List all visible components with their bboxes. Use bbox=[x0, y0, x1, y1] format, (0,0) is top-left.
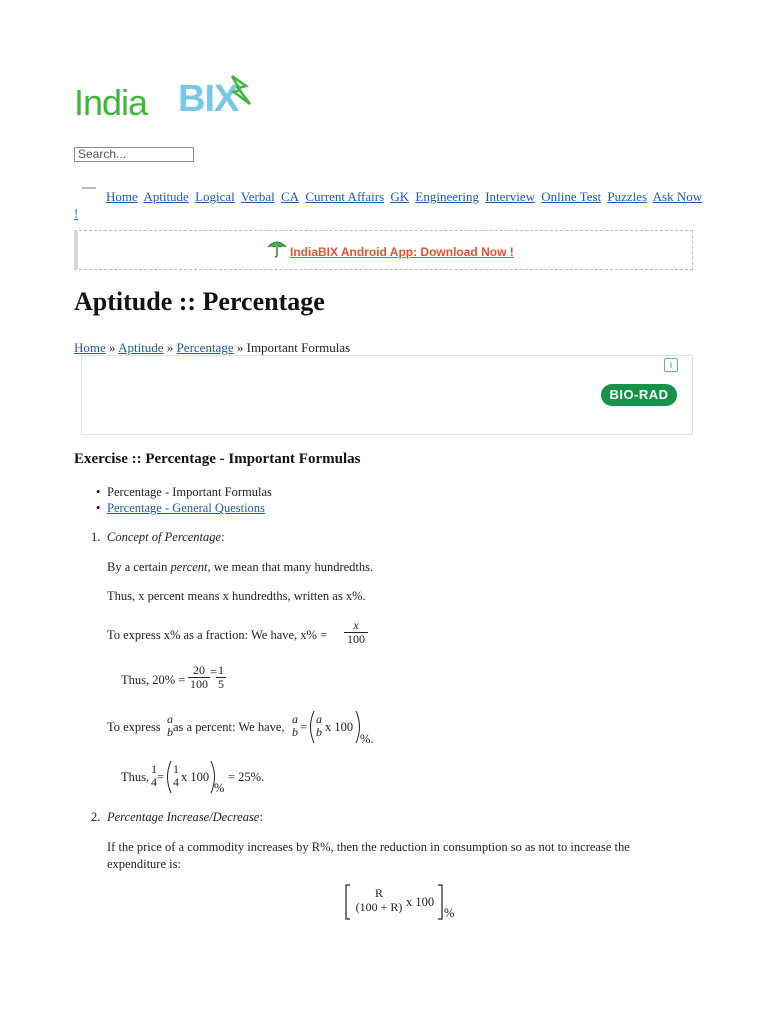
percent-sign: % bbox=[444, 906, 455, 920]
denominator: 4 bbox=[151, 775, 157, 789]
top-nav bbox=[106, 189, 705, 205]
denominator: 4 bbox=[173, 775, 179, 789]
nav-puzzles[interactable]: Puzzles bbox=[607, 189, 648, 204]
denominator: (100 + R) bbox=[355, 900, 403, 914]
fraction-r-100-plus-r bbox=[350, 886, 408, 914]
breadcrumb bbox=[74, 340, 350, 356]
nav-ask-now[interactable]: Ask Now bbox=[652, 189, 703, 204]
percent-sign: % bbox=[214, 781, 225, 795]
breadcrumb-home[interactable]: Home bbox=[74, 340, 106, 355]
times-100: x 100 bbox=[406, 895, 435, 909]
numerator: a bbox=[167, 712, 173, 726]
nav-verbal[interactable]: Verbal bbox=[240, 189, 275, 204]
numerator: a bbox=[292, 712, 298, 726]
section2-body-line1: If the price of a commodity increases by R%, then the reduction in consumption so as not to increase the bbox=[107, 840, 630, 854]
site-logo[interactable] bbox=[74, 76, 254, 136]
nav-grip bbox=[82, 187, 96, 189]
equals: = bbox=[157, 770, 165, 784]
fraction-1-4-inner bbox=[171, 763, 181, 789]
text: By a certain bbox=[107, 560, 171, 574]
percent-sign: %. bbox=[360, 732, 374, 746]
nav-ca[interactable]: CA bbox=[281, 189, 300, 204]
x-percent-line: Thus, x percent means x hundredths, written as x%. bbox=[107, 589, 366, 603]
numerator: a bbox=[316, 712, 322, 726]
section-heading bbox=[107, 530, 225, 545]
section-heading bbox=[107, 810, 263, 825]
nav-current-affairs[interactable]: Current Affairs bbox=[305, 189, 385, 204]
denominator: b bbox=[316, 725, 322, 739]
breadcrumb-sep: » bbox=[109, 340, 116, 355]
fraction-a-b bbox=[290, 713, 300, 739]
denominator: 5 bbox=[218, 677, 224, 691]
fraction-a-b-inner bbox=[314, 713, 324, 739]
logo-text-bix: BIX bbox=[178, 78, 239, 120]
numerator: 1 bbox=[151, 762, 157, 776]
section-heading-text: Concept of Percentage bbox=[107, 530, 222, 544]
fraction-1-5 bbox=[216, 664, 226, 691]
page-title: Aptitude :: Percentage bbox=[74, 287, 325, 316]
nav-gk[interactable]: GK bbox=[390, 189, 410, 204]
numerator: x bbox=[353, 618, 359, 632]
text: , we mean that many hundredths. bbox=[207, 560, 374, 574]
times-100: x 100 bbox=[181, 770, 210, 784]
numerator: 1 bbox=[218, 663, 224, 677]
numerator: 1 bbox=[173, 762, 179, 776]
times-100: x 100 bbox=[325, 720, 354, 734]
example-20-percent: Thus, 20% = bbox=[121, 673, 186, 687]
equals: = bbox=[210, 665, 218, 679]
numerator: R bbox=[374, 886, 383, 900]
nav-engineering[interactable]: Engineering bbox=[415, 189, 479, 204]
equals: = bbox=[300, 720, 308, 734]
android-app-link[interactable]: IndiaBIX Android App: Download Now ! bbox=[290, 245, 514, 259]
section2-body-line2: expenditure is: bbox=[107, 857, 181, 871]
equals-25: = 25%. bbox=[228, 770, 265, 784]
text-em: percent bbox=[170, 560, 208, 574]
umbrella-icon bbox=[266, 237, 288, 259]
nav-interview[interactable]: Interview bbox=[485, 189, 536, 204]
breadcrumb-sep: » bbox=[166, 340, 174, 355]
heading-colon: : bbox=[221, 530, 225, 544]
breadcrumb-percentage[interactable]: Percentage bbox=[176, 340, 234, 355]
fraction-x-100 bbox=[344, 619, 368, 646]
section-number: 2. bbox=[91, 810, 101, 824]
denominator: b bbox=[167, 725, 173, 739]
denominator: 100 bbox=[190, 677, 208, 691]
nav-online-test[interactable]: Online Test bbox=[541, 189, 602, 204]
section-heading-text: Percentage Increase/Decrease bbox=[107, 810, 260, 824]
exercise-title: Exercise :: Percentage - Important Formulas bbox=[74, 451, 361, 467]
android-app-banner bbox=[74, 230, 693, 270]
nav-ask-now-excl[interactable]: ! bbox=[74, 206, 79, 221]
nav-logical[interactable]: Logical bbox=[195, 189, 235, 204]
ad-info-icon[interactable]: i bbox=[664, 358, 678, 372]
nav-aptitude[interactable]: Aptitude bbox=[143, 189, 189, 204]
subnav-item-general-questions[interactable] bbox=[74, 500, 272, 516]
exercise-subnav bbox=[74, 484, 272, 516]
subnav-link[interactable]: Percentage - General Questions bbox=[107, 501, 265, 515]
breadcrumb-aptitude[interactable]: Aptitude bbox=[118, 340, 164, 355]
logo-text-india: India bbox=[74, 82, 148, 123]
numerator: 20 bbox=[193, 663, 205, 677]
search-input[interactable]: Search... bbox=[74, 147, 194, 162]
lightning-icon bbox=[222, 74, 252, 108]
denominator: 100 bbox=[344, 632, 368, 646]
subnav-item-important-formulas bbox=[74, 484, 272, 500]
nav-home[interactable]: Home bbox=[106, 189, 138, 204]
express-line-b: as a percent: We have, bbox=[173, 720, 285, 734]
breadcrumb-sep: » bbox=[236, 340, 244, 355]
advertisement[interactable] bbox=[81, 355, 693, 435]
fraction-20-100 bbox=[188, 664, 210, 691]
breadcrumb-current: Important Formulas bbox=[246, 340, 351, 355]
denominator: b bbox=[292, 725, 298, 739]
example-quarter: Thus, bbox=[121, 770, 150, 784]
definition-line bbox=[107, 560, 373, 575]
express-line-a: To express bbox=[107, 720, 161, 734]
subnav-label: Percentage - Important Formulas bbox=[107, 485, 272, 499]
heading-colon: : bbox=[259, 810, 263, 824]
ad-brand-logo[interactable]: BIO-RAD bbox=[601, 384, 677, 406]
fraction-line: To express x% as a fraction: We have, x% = bbox=[107, 628, 328, 642]
section-number: 1. bbox=[91, 530, 101, 544]
